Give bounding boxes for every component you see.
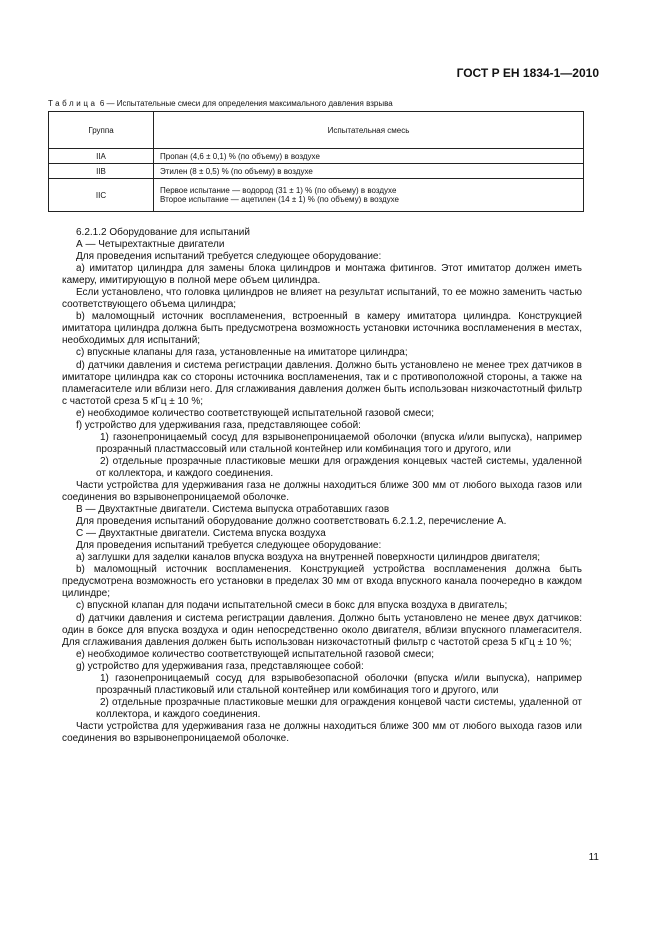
list-item: b) маломощный источник воспламенения, встроенный в камеру имитатора цилиндра. Конструкцией имитатора цилиндра должна быть предусмотрена возможность установки источника воспламенения в местах, необходимых для испытаний;: [62, 311, 582, 347]
paragraph: Для проведения испытаний требуется следующее оборудование:: [76, 251, 382, 263]
column-header-group: Группа: [49, 112, 154, 149]
sub-list-item: 2) отдельные прозрачные пластиковые мешки для ограждения концевых частей системы, удаленной от коллектора, и каждого соединения.: [96, 455, 582, 479]
list-item: c) впускной клапан для подачи испытательной смеси в бокс для впуска воздуха в двигатель;: [76, 600, 508, 612]
paragraph: Для проведения испытаний требуется следующее оборудование:: [76, 540, 382, 552]
paragraph: Части устройства для удерживания газа не должны находиться ближе 300 мм от любого выхода газов или соединения во взрывонепроницаемой оболочке.: [62, 720, 582, 744]
page-number: 11: [588, 852, 599, 863]
list-item: а) заглушки для заделки каналов впуска воздуха на внутренней поверхности цилиндров двигателя;: [76, 552, 541, 564]
table-caption: [48, 99, 393, 108]
table-caption-label: Таблица: [48, 99, 98, 108]
cell-mixture: Этилен (8 ± 0,5) % (по объему) в воздухе: [154, 164, 584, 179]
list-item: b) маломощный источник воспламенения. Конструкцией устройства воспламенения должна быть предусмотрена возможность его установки в пределах 30 мм от входа впускного канала поочередно в каждом цилиндре;: [62, 564, 582, 600]
cell-group: IIC: [49, 179, 154, 212]
subsection-heading: В — Двухтактные двигатели. Система выпуска отработавших газов: [76, 504, 390, 516]
list-item: c) впускные клапаны для газа, установленные на имитаторе цилиндра;: [76, 347, 408, 359]
test-mixtures-table: [48, 111, 584, 212]
list-item: g) устройство для удерживания газа, представляющее собой:: [76, 660, 364, 672]
table-row: [49, 149, 584, 164]
document-body: [62, 227, 582, 745]
section-heading: 6.2.1.2 Оборудование для испытаний: [76, 227, 250, 238]
table-row: [49, 164, 584, 179]
cell-mixture-line: Второе испытание — ацетилен (14 ± 1) % (по объему) в воздухе: [160, 195, 399, 204]
table-caption-text: 6 — Испытательные смеси для определения максимального давления взрыва: [99, 99, 393, 108]
list-item: e) необходимое количество соответствующей испытательной газовой смеси;: [76, 648, 435, 660]
table-row: [49, 179, 584, 212]
sub-list-item: 2) отдельные прозрачные пластиковые мешки для ограждения концевой части системы, удаленной от коллектора, и каждого соединения.: [96, 696, 582, 720]
document-code: ГОСТ Р ЕН 1834-1—2010: [456, 66, 599, 80]
list-item: а) имитатор цилиндра для замены блока цилиндров и монтажа фитингов. Этот имитатор должен иметь камеру, имитирующую в полной мере объем цилиндра.: [62, 263, 582, 287]
sub-list-item: 1) газонепроницаемый сосуд для взрывобезопасной оболочки (впуска и/или выпуска), например прозрачный пластиковый или стальной контейнер или комбинация того и другого, или: [96, 672, 582, 696]
cell-mixture-line: Первое испытание — водород (31 ± 1) % (по объему) в воздухе: [160, 186, 397, 195]
paragraph: Части устройства для удерживания газа не должны находиться ближе 300 мм от любого выхода газов или соединения во взрывонепроницаемой оболочке.: [62, 479, 582, 504]
subsection-heading: А — Четырехтактные двигатели: [76, 239, 225, 251]
table-header-row: [49, 112, 584, 149]
sub-list-item: 1) газонепроницаемый сосуд для взрывонепроницаемой оболочки (впуска и/или выпуска), например прозрачный пластмассовый или стальной контейнер или комбинация того и другого, или: [96, 431, 582, 455]
cell-mixture: [154, 179, 584, 212]
list-item: f) устройство для удерживания газа, представляющее собой:: [76, 419, 361, 431]
list-item: d) датчики давления и система регистрации давления. Должно быть установлено не менее трех датчиков в имитаторе цилиндра как со стороны источника воспламенения, так и с противоположной стороны, а также на пламегасителе или вблизи него. Для сглаживания давления должен быть использован низкочастотный фильтр с частотой среза 5 кГц ± 10 %;: [62, 359, 582, 407]
cell-group: IIA: [49, 149, 154, 164]
cell-mixture: Пропан (4,6 ± 0,1) % (по объему) в воздухе: [154, 149, 584, 164]
cell-group: IIB: [49, 164, 154, 179]
paragraph: Для проведения испытаний оборудование должно соответствовать 6.2.1.2, перечисление А.: [76, 516, 507, 528]
list-item: e) необходимое количество соответствующей испытательной газовой смеси;: [76, 407, 435, 419]
subsection-heading: С — Двухтактные двигатели. Система впуска воздуха: [76, 528, 326, 540]
paragraph: Если установлено, что головка цилиндров не влияет на результат испытаний, то ее можно заменить частью соответствующего объема цилиндра;: [62, 287, 582, 311]
column-header-mixture: Испытательная смесь: [154, 112, 584, 149]
list-item: d) датчики давления и система регистрации давления. Должно быть установлено не менее двух датчиков: один в боксе для впуска воздуха и один непосредственно около двигателя, вблизи впускного пламегасителя. Для сглаживания давления должен быть использован низкочастотный фильтр с частотой среза 5 кГц ± 10 %;: [62, 612, 582, 648]
